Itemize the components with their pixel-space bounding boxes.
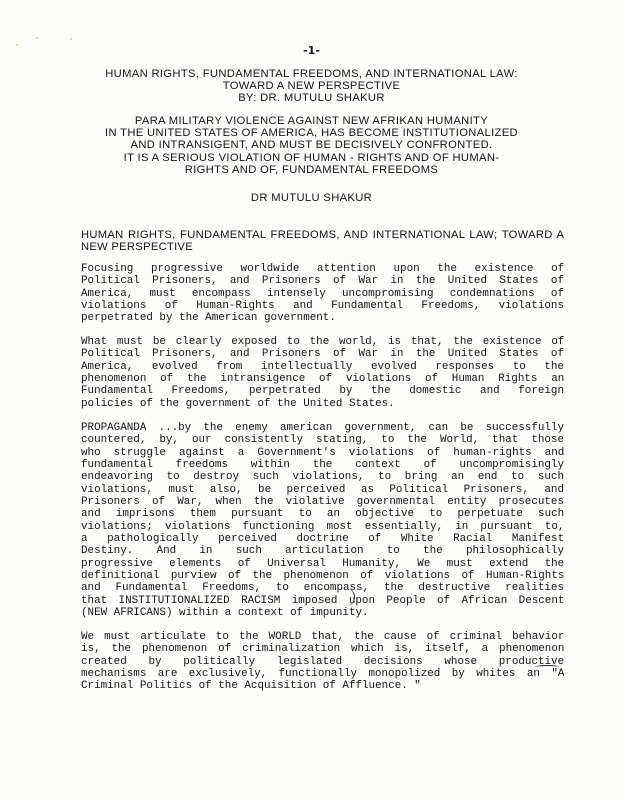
paragraph-line: and imprisons them pursuant to an objective to perpetuate such: [81, 508, 564, 521]
paragraph-line: and Fundamental Freedoms, to encompass, the destructive realities: [81, 582, 564, 595]
subtitle-line: IN THE UNITED STATES OF AMERICA, HAS BECOME INSTITUTIONALIZED: [105, 127, 518, 140]
paragraph-line: violations of Human-Rights and Fundamental Freedoms, violations: [81, 300, 564, 313]
handwritten-underline-mark: [535, 665, 559, 669]
paragraph-line: Prisoners of War, when the violative governmental entity prosecutes: [81, 496, 564, 509]
paragraph-line: Fundamental Freedoms, perpetrated by the domestic and foreign: [81, 385, 564, 398]
paper-speck: [36, 37, 38, 39]
paragraph-line: America, must encompass intensely uncompromising condemnations of: [81, 287, 564, 300]
heading-line: NEW PERSPECTIVE: [81, 241, 194, 254]
paragraph-line: We must articulate to the WORLD that, the cause of criminal behavior: [81, 631, 564, 643]
title-line: TOWARD A NEW PERSPECTIVE: [222, 80, 401, 93]
paragraph-line: progressive elements of Universal Humanity, We must extend the: [81, 557, 564, 570]
paragraph-line: mechanisms are exclusively, functionally monopolized by whites an "A: [81, 668, 564, 681]
title-line: HUMAN RIGHTS, FUNDAMENTAL FREEDOMS, AND INTERNATIONAL LAW:: [105, 68, 518, 80]
paper-speck: [70, 38, 72, 40]
paragraph-line: that INSTITUTIONALIZED RACISM imposed upon People of African Descent: [81, 594, 564, 607]
paragraph-1: [81, 263, 564, 325]
subtitle-line: AND INTRANSIGENT, AND MUST BE DECISIVELY CONFRONTED.: [130, 139, 493, 152]
title-line: BY: DR. MUTULU SHAKUR: [238, 92, 385, 105]
paragraph-line: PROPAGANDA ...by the enemy american government, can be successfully: [81, 422, 564, 434]
paragraph-2: [81, 336, 564, 410]
paragraph-line: created by politically legislated decisions whose productive: [81, 655, 564, 668]
paragraph-line: (NEW AFRICANS) within a context of impunity.: [81, 607, 369, 620]
paragraph-line: What must be clearly exposed to the world, is that, the existence of: [81, 336, 564, 348]
author-line: DR MUTULU SHAKUR: [250, 192, 373, 204]
subtitle-line: IT IS A SERIOUS VIOLATION OF HUMAN - RIGHTS AND OF HUMAN-: [123, 151, 500, 164]
paragraph-4: [81, 631, 564, 693]
paragraph-line: Destiny. And in such articulation to the philosophically: [81, 545, 564, 558]
paragraph-line: violations, must also, be perceived as Political Prisoners, and: [81, 483, 564, 496]
paragraph-line: America, evolved from intellectually evolved responses to the: [81, 360, 564, 373]
paragraph-line: endeavoring to destroy such violations, to bring an end to such: [81, 471, 564, 484]
paragraph-line: a pathologically perceived doctrine of White Racial Manifest: [81, 533, 564, 546]
paragraph-line: is, the phenomenon of criminalization which is, itself, a phenomenon: [81, 643, 564, 656]
heading-line: HUMAN RIGHTS, FUNDAMENTAL FREEDOMS, AND INTERNATIONAL LAW; TOWARD A: [81, 229, 564, 241]
page-number: -1-: [303, 44, 320, 57]
paragraph-line: countered, by, our consistently stating, to the World, that those: [81, 434, 564, 447]
paragraph-line: who struggle against a Government's violations of human-rights and: [81, 446, 564, 459]
paragraph-line: Political Prisoners, and Prisoners of War in the United States of: [81, 275, 564, 288]
subtitle-line: PARA MILITARY VIOLENCE AGAINST NEW AFRIKAN HUMANITY: [134, 115, 489, 127]
paragraph-line: violations; violations functioning most essentially, in pursuant to,: [81, 520, 564, 533]
document-title: [0, 68, 623, 105]
subtitle-line: RIGHTS AND OF, FUNDAMENTAL FREEDOMS: [184, 163, 439, 176]
paragraph-line: Political Prisoners, and Prisoners of War in the United States of: [81, 348, 564, 361]
paragraph-3: [81, 422, 564, 620]
section-heading: [81, 229, 564, 253]
paragraph-line: definitional purview of the phenomenon of violations of Human-Rights: [81, 570, 564, 583]
paragraph-line: fundamental freedoms within the context of uncompromisingly: [81, 459, 564, 472]
document-subtitle: [0, 115, 623, 176]
paragraph-line: policies of the government of the United States.: [81, 397, 395, 410]
paragraph-line: Criminal Politics of the Acquisition of Affluence. ": [81, 680, 421, 693]
paragraph-line: phenomenon of the intransigence of violations of Human Rights an: [81, 373, 564, 386]
paragraph-line: Focusing progressive worldwide attention upon the existence of: [81, 263, 564, 275]
paragraph-line: perpetrated by the American government.: [81, 312, 336, 325]
